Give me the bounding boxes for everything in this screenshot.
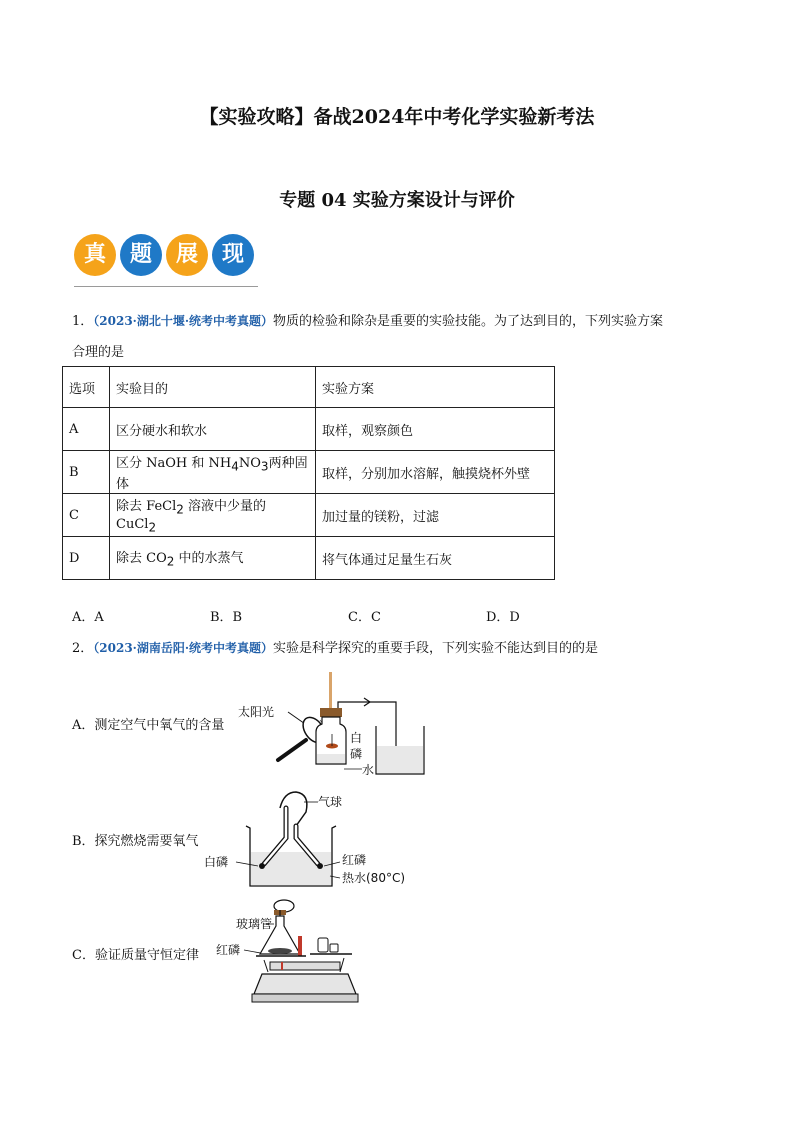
table-row <box>63 537 555 580</box>
question-2-stem <box>72 638 598 659</box>
weight-icon <box>330 944 338 952</box>
table-cell-plan: 将气体通过足量生石灰 <box>316 537 555 580</box>
section-badge <box>72 234 258 290</box>
figure-a-apparatus <box>236 668 436 780</box>
label-white: 白 <box>350 731 363 745</box>
balance-base <box>254 974 356 994</box>
red-rod <box>298 936 302 956</box>
label-glass-tube: 玻璃管 <box>236 917 273 931</box>
pan-support <box>340 958 344 972</box>
table-row <box>63 408 555 451</box>
table-cell-option: A <box>63 408 110 451</box>
page-title: 【实验攻略】备战2024年中考化学实验新考法 <box>199 106 595 128</box>
option-b-label[interactable]: B．探究燃烧需要氧气 <box>72 834 199 849</box>
table-cell-purpose: 除去 FeCl$_2$ 溶液中少量的 CuCl$_2$ <box>110 494 316 537</box>
balance-foot <box>252 994 358 1002</box>
label-red-phosphorus: 红磷 <box>216 943 241 957</box>
beaker-water <box>377 746 423 773</box>
table-cell-option: D <box>63 537 110 580</box>
answer-choices <box>72 606 624 625</box>
table-header: 选项 <box>63 367 110 408</box>
table-header: 实验方案 <box>316 367 555 408</box>
question-source: （2023·湖南岳阳·统考中考真题） <box>93 641 274 655</box>
table-header: 实验目的 <box>110 367 316 408</box>
option-c-label[interactable]: C．验证质量守恒定律 <box>72 948 199 963</box>
choice-d[interactable]: D．D <box>486 610 520 625</box>
question-number: 1． <box>72 314 94 329</box>
bottle-stopper <box>320 708 342 717</box>
option-a-label[interactable]: A．测定空气中氧气的含量 <box>72 718 225 733</box>
choice-c[interactable]: C．C <box>348 610 381 625</box>
table-cell-option: C <box>63 494 110 537</box>
bottle-water <box>317 754 345 763</box>
badge-char-3: 展 <box>166 234 208 276</box>
table-cell-option: B <box>63 451 110 494</box>
label-white-phosphorus: 白磷 <box>204 855 229 869</box>
label-water: 水 <box>362 763 375 777</box>
table-cell-purpose: 除去 $CO_2$ 中的水蒸气 <box>110 537 316 580</box>
badge-char-2: 题 <box>120 234 162 276</box>
table-cell-plan: 取样，分别加水溶解，触摸烧杯外壁 <box>316 451 555 494</box>
red-phosphorus <box>317 863 323 869</box>
table-row <box>63 494 555 537</box>
table-row <box>63 451 555 494</box>
table-cell-plan: 加过量的镁粉，过滤 <box>316 494 555 537</box>
table-cell-purpose: 区分 NaOH 和 $NH_4NO_3$两种固体 <box>110 451 316 494</box>
experiment-table <box>62 366 555 580</box>
pan-support <box>264 960 268 972</box>
page-subtitle: 专题 04 实验方案设计与评价 <box>279 190 515 211</box>
label-balloon: 气球 <box>318 795 343 809</box>
badge-char-4: 现 <box>212 234 254 276</box>
choice-a[interactable]: A．A <box>72 610 104 625</box>
weight-icon <box>318 938 328 952</box>
question-number: 2． <box>72 641 94 656</box>
question-source: （2023·湖北十堰·统考中考真题） <box>93 314 274 328</box>
magnifier-handle-icon <box>278 740 306 760</box>
table-header-row <box>63 367 555 408</box>
white-phosphorus <box>259 863 265 869</box>
choice-b[interactable]: B．B <box>210 610 243 625</box>
label-hot-water: 热水(80°C) <box>342 871 406 885</box>
balance-beam <box>270 962 340 970</box>
table-cell-purpose: 区分硬水和软水 <box>110 408 316 451</box>
figure-c-apparatus <box>216 896 376 1008</box>
sand-layer <box>268 948 292 954</box>
badge-underline <box>74 286 258 287</box>
label-sunlight: 太阳光 <box>238 705 275 719</box>
label-red-phosphorus: 红磷 <box>342 853 367 867</box>
question-text: 实验是科学探究的重要手段，下列实验不能达到目的的是 <box>273 641 599 656</box>
badge-char-1: 真 <box>74 234 116 276</box>
label-phosphorus: 磷 <box>350 747 363 761</box>
figure-b-apparatus <box>200 782 406 892</box>
question-1-stem-cont: 合理的是 <box>72 345 125 360</box>
table-cell-plan: 取样，观察颜色 <box>316 408 555 451</box>
question-text: 物质的检验和除杂是重要的实验技能。为了达到目的，下列实验方案 <box>273 314 664 329</box>
question-1-stem <box>72 311 732 332</box>
